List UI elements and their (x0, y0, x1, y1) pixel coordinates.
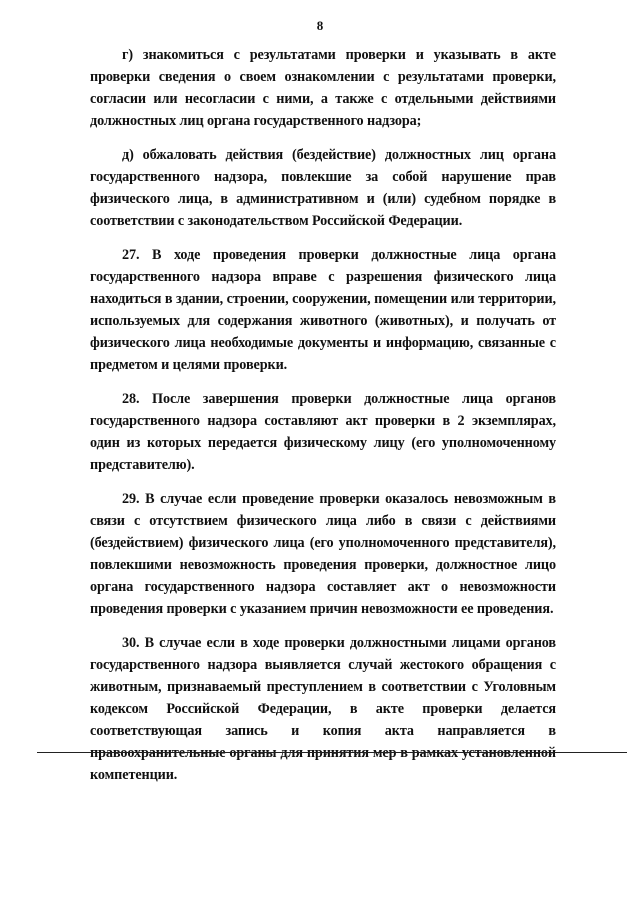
paragraph-28: 28. После завершения проверки должностные лица органов государственного надзора составляют акт проверки в 2 экземплярах, один из которых передается физическому лицу (его уполномоченному представителю). (90, 391, 556, 473)
paragraph-30: 30. В случае если в ходе проверки должностными лицами органов государственного надзора выявляется случай жестокого обращения с животным, признаваемый преступлением в соответствии с Уголовным кодексом Российской Федерации, в акте проверки делается соответствующая запись и копия акта направляется в правоохранительные органы для принятия мер в рамках установленной компетенции. (90, 635, 556, 783)
paragraph-27: 27. В ходе проведения проверки должностные лица органа государственного надзора вправе с разрешения физического лица находиться в здании, строении, сооружении, помещении или территории, используемых для содержания животного (животных), и получать от физического лица необходимые документы и информацию, связанные с предметом и целями проверки. (90, 247, 556, 373)
paragraph-item-d: д) обжаловать действия (бездействие) должностных лиц органа государственного надзора, повлекшие за собой нарушение прав физического лица, в административном и (или) судебном порядке в соответствии с законодательством Российской Федерации. (90, 147, 556, 229)
paragraph-item-g: г) знакомиться с результатами проверки и указывать в акте проверки сведения о своем ознакомлении с результатами проверки, согласии или несогласии с ними, а также с отдельными действиями должностных лиц органа государственного надзора; (90, 47, 556, 129)
paragraph-29: 29. В случае если проведение проверки оказалось невозможным в связи с отсутствием физического лица либо в связи с действиями (бездействием) физического лица (его уполномоченного представителя), повлекшими невозможность проведения проверки, должностное лицо органа государственного надзора составляет акт о невозможности проведения проверки с указанием причин невозможности ее проведения. (90, 491, 556, 617)
document-body (90, 44, 556, 798)
end-divider-line (37, 752, 627, 753)
page-number: 8 (316, 18, 324, 33)
